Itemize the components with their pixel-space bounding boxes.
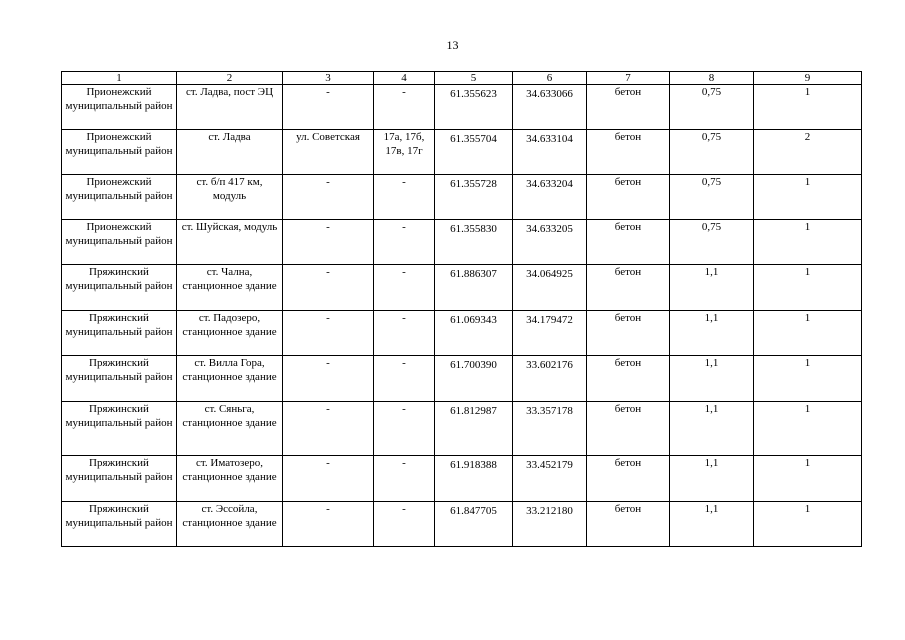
district-cell: Пряжинский муниципальный район	[62, 502, 177, 547]
count-cell: 1	[754, 220, 862, 265]
district-cell: Пряжинский муниципальный район	[62, 456, 177, 502]
street-cell: -	[283, 85, 374, 130]
area-cell: 1,1	[670, 456, 754, 502]
area-cell: 1,1	[670, 356, 754, 402]
longitude-cell: 33.357178	[513, 402, 587, 456]
table-row	[62, 85, 862, 130]
place-cell: ст. б/п 417 км, модуль	[177, 175, 283, 220]
table-row	[62, 220, 862, 265]
street-cell: -	[283, 265, 374, 311]
longitude-cell: 33.602176	[513, 356, 587, 402]
area-cell: 0,75	[670, 130, 754, 175]
latitude-cell: 61.069343	[435, 311, 513, 356]
table-row	[62, 175, 862, 220]
latitude-cell: 61.847705	[435, 502, 513, 547]
latitude-cell: 61.355623	[435, 85, 513, 130]
surface-cell: бетон	[587, 456, 670, 502]
column-header: 1	[62, 72, 177, 85]
street-cell: -	[283, 311, 374, 356]
longitude-cell: 34.179472	[513, 311, 587, 356]
latitude-cell: 61.355704	[435, 130, 513, 175]
street-cell: -	[283, 175, 374, 220]
surface-cell: бетон	[587, 130, 670, 175]
latitude-cell: 61.355728	[435, 175, 513, 220]
surface-cell: бетон	[587, 220, 670, 265]
street-cell: ул. Советская	[283, 130, 374, 175]
district-cell: Пряжинский муниципальный район	[62, 402, 177, 456]
place-cell: ст. Падозеро, станционное здание	[177, 311, 283, 356]
page-number: 13	[446, 38, 459, 52]
district-cell: Прионежский муниципальный район	[62, 220, 177, 265]
district-cell: Прионежский муниципальный район	[62, 175, 177, 220]
place-cell: ст. Чална, станционное здание	[177, 265, 283, 311]
house-cell: -	[374, 175, 435, 220]
street-cell: -	[283, 456, 374, 502]
surface-cell: бетон	[587, 265, 670, 311]
count-cell: 1	[754, 402, 862, 456]
count-cell: 1	[754, 175, 862, 220]
district-cell: Пряжинский муниципальный район	[62, 265, 177, 311]
house-cell: -	[374, 502, 435, 547]
table-row	[62, 265, 862, 311]
table-row	[62, 356, 862, 402]
area-cell: 0,75	[670, 85, 754, 130]
street-cell: -	[283, 402, 374, 456]
column-header: 4	[374, 72, 435, 85]
house-cell: -	[374, 456, 435, 502]
house-cell: -	[374, 356, 435, 402]
latitude-cell: 61.355830	[435, 220, 513, 265]
house-cell: -	[374, 85, 435, 130]
surface-cell: бетон	[587, 85, 670, 130]
column-header: 3	[283, 72, 374, 85]
place-cell: ст. Вилла Гора, станционное здание	[177, 356, 283, 402]
data-table	[61, 71, 862, 547]
area-cell: 1,1	[670, 402, 754, 456]
surface-cell: бетон	[587, 402, 670, 456]
house-cell: -	[374, 311, 435, 356]
street-cell: -	[283, 356, 374, 402]
street-cell: -	[283, 220, 374, 265]
column-header: 2	[177, 72, 283, 85]
area-cell: 1,1	[670, 311, 754, 356]
house-cell: -	[374, 220, 435, 265]
count-cell: 1	[754, 85, 862, 130]
surface-cell: бетон	[587, 502, 670, 547]
area-cell: 1,1	[670, 265, 754, 311]
house-cell: -	[374, 265, 435, 311]
area-cell: 1,1	[670, 502, 754, 547]
district-cell: Прионежский муниципальный район	[62, 85, 177, 130]
longitude-cell: 34.633066	[513, 85, 587, 130]
table-row	[62, 502, 862, 547]
table-row	[62, 456, 862, 502]
longitude-cell: 34.064925	[513, 265, 587, 311]
column-header: 5	[435, 72, 513, 85]
district-cell: Пряжинский муниципальный район	[62, 356, 177, 402]
area-cell: 0,75	[670, 220, 754, 265]
longitude-cell: 33.212180	[513, 502, 587, 547]
count-cell: 1	[754, 502, 862, 547]
count-cell: 1	[754, 356, 862, 402]
surface-cell: бетон	[587, 311, 670, 356]
house-cell: -	[374, 402, 435, 456]
place-cell: ст. Ладва	[177, 130, 283, 175]
table-row	[62, 402, 862, 456]
longitude-cell: 33.452179	[513, 456, 587, 502]
column-header: 6	[513, 72, 587, 85]
latitude-cell: 61.886307	[435, 265, 513, 311]
column-header: 7	[587, 72, 670, 85]
surface-cell: бетон	[587, 175, 670, 220]
place-cell: ст. Ладва, пост ЭЦ	[177, 85, 283, 130]
column-number-row	[62, 72, 862, 85]
count-cell: 1	[754, 265, 862, 311]
district-cell: Пряжинский муниципальный район	[62, 311, 177, 356]
count-cell: 1	[754, 311, 862, 356]
count-cell: 2	[754, 130, 862, 175]
longitude-cell: 34.633104	[513, 130, 587, 175]
column-header: 9	[754, 72, 862, 85]
place-cell: ст. Сяньга, станционное здание	[177, 402, 283, 456]
table-row	[62, 311, 862, 356]
count-cell: 1	[754, 456, 862, 502]
longitude-cell: 34.633205	[513, 220, 587, 265]
surface-cell: бетон	[587, 356, 670, 402]
longitude-cell: 34.633204	[513, 175, 587, 220]
place-cell: ст. Иматозеро, станционное здание	[177, 456, 283, 502]
column-header: 8	[670, 72, 754, 85]
latitude-cell: 61.700390	[435, 356, 513, 402]
latitude-cell: 61.918388	[435, 456, 513, 502]
area-cell: 0,75	[670, 175, 754, 220]
house-cell: 17а, 17б, 17в, 17г	[374, 130, 435, 175]
place-cell: ст. Эссойла, станционное здание	[177, 502, 283, 547]
place-cell: ст. Шуйская, модуль	[177, 220, 283, 265]
table-row	[62, 130, 862, 175]
district-cell: Прионежский муниципальный район	[62, 130, 177, 175]
street-cell: -	[283, 502, 374, 547]
latitude-cell: 61.812987	[435, 402, 513, 456]
